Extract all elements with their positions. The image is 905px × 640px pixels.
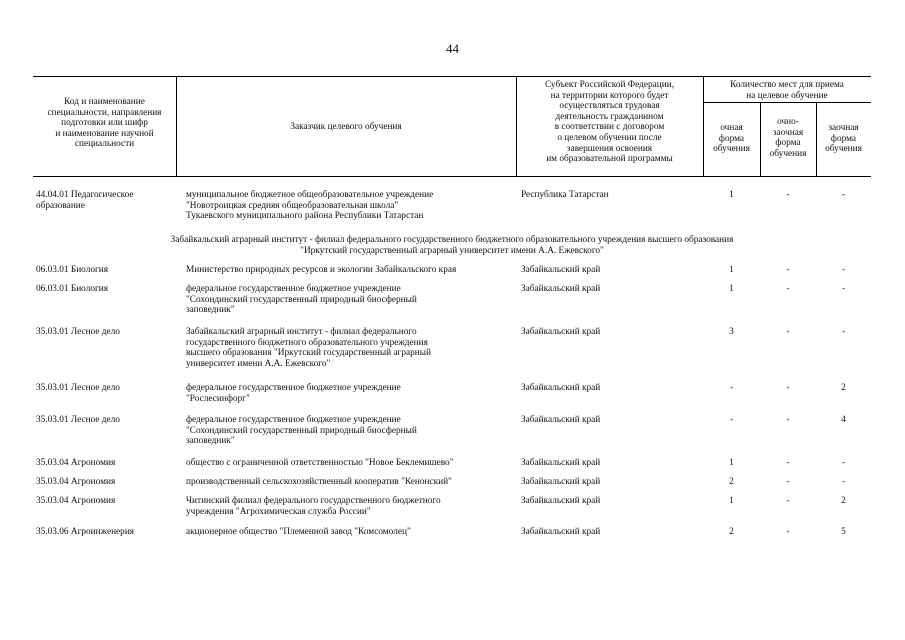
row-full-time: - xyxy=(729,383,734,393)
row-subject: Забайкальский край xyxy=(521,383,601,393)
row-subject: Забайкальский край xyxy=(521,527,601,537)
row-part-time: - xyxy=(786,327,790,337)
row-subject: Республика Татарстан xyxy=(521,190,609,200)
row-code: 35.03.01 Лесное дело xyxy=(36,383,120,393)
row-subject: Забайкальский край xyxy=(521,477,601,487)
row-code: 44.04.01 Педагогическое образование xyxy=(36,190,134,211)
row-subject: Забайкальский край xyxy=(521,284,601,294)
header-subject: Субъект Российской Федерации, на территории которого будет осуществляться трудовая деятельность гражданином в соответствии с договором о целевом обучении после завершения освоения им образовательной программы xyxy=(544,80,675,165)
row-full-time: 3 xyxy=(729,327,734,337)
row-code: 35.03.01 Лесное дело xyxy=(36,415,120,425)
row-full-time: 2 xyxy=(729,527,734,537)
row-distance: 2 xyxy=(841,383,846,393)
row-distance: - xyxy=(841,265,846,275)
row-part-time: - xyxy=(786,458,790,468)
row-customer: федеральное государственное бюджетное учреждение "Сохондинский государственный природный биосферный заповедник" xyxy=(186,284,417,316)
row-full-time: 1 xyxy=(729,496,734,506)
row-code: 35.03.01 Лесное дело xyxy=(36,327,120,337)
row-customer: производственный сельскохозяйственный кооператив "Кенонский" xyxy=(186,477,452,487)
header-distance: заочная форма обучения xyxy=(825,123,862,155)
row-full-time: 2 xyxy=(729,477,734,487)
row-customer: Забайкальский аграрный институт - филиал федерального государственного бюджетного образовательного учреждения высшего образования "Иркутский государственный аграрный университет имени А.А. Ежевского" xyxy=(186,327,431,369)
row-code: 06.03.01 Биология xyxy=(36,284,109,294)
row-distance: - xyxy=(841,477,846,487)
row-full-time: 1 xyxy=(729,265,734,275)
header-code: Код и наименование специальности, направления подготовки или шифр и наименование научной специальности xyxy=(47,97,162,150)
row-code: 35.03.04 Агрономия xyxy=(36,458,116,468)
places-subheader-border xyxy=(703,102,871,103)
row-full-time: - xyxy=(729,415,734,425)
row-full-time: 1 xyxy=(729,458,734,468)
row-part-time: - xyxy=(786,496,790,506)
row-code: 35.03.04 Агрономия xyxy=(36,477,116,487)
row-full-time: 1 xyxy=(729,190,734,200)
row-distance: 2 xyxy=(841,496,846,506)
row-distance: 5 xyxy=(841,527,846,537)
row-part-time: - xyxy=(786,284,790,294)
table-top-border xyxy=(33,76,871,77)
page-number: 44 xyxy=(446,41,459,56)
row-part-time: - xyxy=(786,383,790,393)
row-distance: - xyxy=(841,190,846,200)
row-subject: Забайкальский край xyxy=(521,458,601,468)
row-subject: Забайкальский край xyxy=(521,327,601,337)
row-distance: - xyxy=(841,284,846,294)
row-customer: муниципальное бюджетное общеобразовательное учреждение "Новотроицкая средняя общеобразовательная школа" Тукаевского муниципального района Республики Татарстан xyxy=(186,190,434,222)
header-customer: Заказчик целевого обучения xyxy=(290,122,402,132)
row-code: 35.03.04 Агрономия xyxy=(36,496,116,506)
row-distance: - xyxy=(841,458,846,468)
row-part-time: - xyxy=(786,415,790,425)
header-part-time: очно- заочная форма обучения xyxy=(769,117,807,159)
row-customer: Министерство природных ресурсов и экологии Забайкальского края xyxy=(186,265,457,275)
row-part-time: - xyxy=(786,477,790,487)
row-customer: федеральное государственное бюджетное учреждение "Сохондинский государственный природный биосферный заповедник" xyxy=(186,415,417,447)
section-title: Забайкальский аграрный институт - филиал федерального государственного бюджетного образовательного учреждения высшего образования "Иркутский государственный аграрный университет имени А.А. Ежевского" xyxy=(170,235,734,256)
row-part-time: - xyxy=(786,190,790,200)
row-part-time: - xyxy=(786,265,790,275)
row-part-time: - xyxy=(786,527,790,537)
row-subject: Забайкальский край xyxy=(521,415,601,425)
row-code: 35.03.06 Агроинженерия xyxy=(36,527,135,537)
row-subject: Забайкальский край xyxy=(521,265,601,275)
row-subject: Забайкальский край xyxy=(521,496,601,506)
header-full-time: очная форма обучения xyxy=(713,123,750,155)
header-places: Количество мест для приема на целевое обучение xyxy=(730,80,844,101)
row-customer: общество с ограниченной ответственностью "Новое Беклемишево" xyxy=(186,458,454,468)
row-full-time: 1 xyxy=(729,284,734,294)
row-customer: федеральное государственное бюджетное учреждение "Рослесинфорг" xyxy=(186,383,401,404)
table-header-bottom-border xyxy=(33,176,871,177)
row-customer: Читинский филиал федерального государственного бюджетного учреждения "Агрохимическая служба России" xyxy=(186,496,441,517)
row-code: 06.03.01 Биология xyxy=(36,265,109,275)
row-distance: - xyxy=(841,327,846,337)
row-customer: акционерное общество "Племенной завод "Комсомолец" xyxy=(186,527,411,537)
row-distance: 4 xyxy=(841,415,846,425)
